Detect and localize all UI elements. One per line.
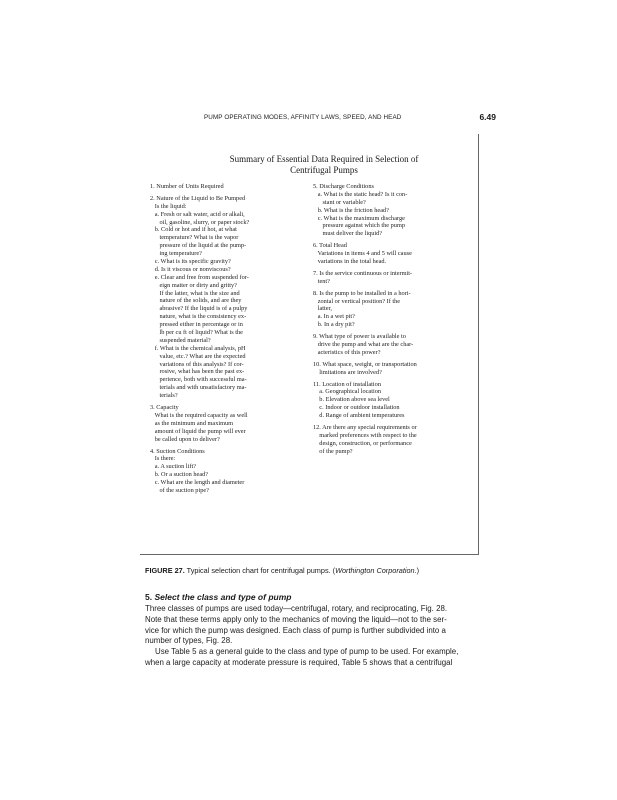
running-header: PUMP OPERATING MODES, AFFINITY LAWS, SPEED, AND HEAD xyxy=(204,114,402,121)
figure-text-line: terials and with unsatisfactory ma- xyxy=(150,384,247,392)
section-body xyxy=(145,604,480,669)
figure-text-line: rosive, what has been the past ex- xyxy=(150,368,245,376)
figure-text-line: Is the liquid: xyxy=(150,202,187,210)
figure-text-line: a. In a wet pit? xyxy=(313,313,355,321)
figure-text-line: b. Cold or hot and if hot, at what xyxy=(150,226,237,234)
figure-text-line: amount of liquid the pump will ever xyxy=(150,427,246,435)
figure-text-line: latter, xyxy=(313,305,332,313)
figure-text-line: nature of the solids, and are they xyxy=(150,297,242,305)
body-line: number of types, Fig. 28. xyxy=(145,636,233,646)
figure-text-line: d. Range of ambient temperatures xyxy=(313,412,405,420)
figure-text-line: b. In a dry pit? xyxy=(313,321,355,329)
figure-text-line: perience, both with successful ma- xyxy=(150,376,247,384)
figure-text-line: temperature? What is the vapor xyxy=(150,234,239,242)
figure-text-line: acteristics of this power? xyxy=(313,348,381,356)
figure-text-line: 10. What space, weight, or transportation xyxy=(313,360,417,368)
figure-text-line: 4. Suction Conditions xyxy=(150,447,205,455)
figure-text-line: c. What is the maximum discharge xyxy=(313,214,405,222)
figure-title-line-2: Centrifugal Pumps xyxy=(290,165,358,175)
figure-text-line: drive the pump and what are the char- xyxy=(313,341,414,349)
figure-text-line: Is there: xyxy=(150,455,176,463)
figure-text-line: b. What is the friction head? xyxy=(313,206,389,214)
figure-text-line: design, construction, or performance xyxy=(313,439,412,447)
figure-text-line: 5. Discharge Conditions xyxy=(313,183,374,190)
page-number: 6.49 xyxy=(479,112,496,122)
figure-text-line: 9. What type of power is available to xyxy=(313,333,406,341)
figure-text-line: lb per cu ft of liquid? What is the xyxy=(150,329,243,337)
figure-text-line: c. What is its specific gravity? xyxy=(150,258,231,266)
figure-text-line: tent? xyxy=(313,277,330,285)
figure-text-line: of the pump? xyxy=(313,447,353,455)
figure-title xyxy=(214,154,434,176)
figure-text-line: 1. Number of Units Required xyxy=(150,183,224,190)
figure-text-line: pressed either in percentage or in xyxy=(150,321,243,329)
figure-text-line: d. Is it viscous or nonviscous? xyxy=(150,265,231,273)
body-line: vice for which the pump was designed. Each class of pump is further subdivided into a xyxy=(145,625,446,635)
figure-text-line: 6. Total Head xyxy=(313,242,347,250)
figure-text-line: 7. Is the service continuous or intermit- xyxy=(313,269,413,277)
figure-text-line: eign matter or dirty and gritty? xyxy=(150,281,237,289)
figure-text-line: as the minimum and maximum xyxy=(150,419,234,427)
figure-caption-source: Worthington Corporation. xyxy=(335,566,417,575)
figure-text-line: b. Or a suction head? xyxy=(150,471,209,479)
figure-text-line: 8. Is the pump to be installed in a hori- xyxy=(313,289,411,297)
figure-text-line: must deliver the liquid? xyxy=(313,230,383,238)
figure-text-line: marked preferences with respect to the xyxy=(313,431,417,439)
figure-text-line: a. A suction lift? xyxy=(150,463,196,471)
figure-caption-label: FIGURE 27. xyxy=(145,566,185,575)
body-line: Three classes of pumps are used today—centrifugal, rotary, and reciprocating, Fig. 28. xyxy=(145,604,448,613)
body-line: Note that these terms apply only to the mechanics of moving the liquid—not to the ser- xyxy=(145,614,447,624)
figure-text-line: 11. Location of installation xyxy=(313,380,381,388)
figure-text-line: of the suction pipe? xyxy=(150,486,209,494)
figure-text-line: Variations in items 4 and 5 will cause xyxy=(313,250,412,258)
figure-text-line: a. Geographical location xyxy=(313,388,382,396)
figure-text-line: variations in the total head. xyxy=(313,258,387,266)
body-line: Use Table 5 as a general guide to the class and type of pump to be used. For example, xyxy=(155,647,459,657)
figure-text-line: pressure against which the pump xyxy=(313,222,405,230)
figure-text-line: 12. Are there any special requirements or xyxy=(313,424,417,432)
figure-text-line: limitations are involved? xyxy=(313,368,382,376)
figure-text-line: e. Clear and free from suspended for- xyxy=(150,273,249,281)
figure-text-line: stant or variable? xyxy=(313,198,366,206)
figure-title-line-1: Summary of Essential Data Required in Selection of xyxy=(229,154,419,164)
figure-caption-end: ) xyxy=(416,566,420,575)
figure-text-line: 3. Capacity xyxy=(150,404,179,412)
figure-text-line: value, etc.? What are the expected xyxy=(150,352,246,360)
section-number: 5. xyxy=(145,592,153,602)
figure-text-line: f. What is the chemical analysis, pH xyxy=(150,344,246,352)
figure-text-line: terials? xyxy=(150,392,178,400)
figure-text-line: c. Indoor or outdoor installation xyxy=(313,404,400,412)
figure-text-line: c. What are the length and diameter xyxy=(150,479,245,487)
figure-text-line: zontal or vertical position? If the xyxy=(313,297,401,305)
figure-right-column xyxy=(313,183,469,456)
figure-text-line: abrasive? If the liquid is of a pulpy xyxy=(150,305,248,313)
figure-text-line: suspended material? xyxy=(150,336,211,344)
body-line: when a large capacity at moderate pressure is required, Table 5 shows that a centrifugal xyxy=(145,657,453,667)
figure-text-line: pressure of the liquid at the pump- xyxy=(150,242,247,250)
figure-text-line: 2. Nature of the Liquid to Be Pumped xyxy=(150,194,246,202)
figure-text-line: b. Elevation above sea level xyxy=(313,396,390,404)
figure-text-line: a. Fresh or salt water, acid or alkali, xyxy=(150,210,245,218)
figure-text-line: variations of this analysis? If cor- xyxy=(150,360,244,368)
figure-text-line: a. What is the static head? Is it con- xyxy=(313,190,408,198)
figure-text-line: What is the required capacity as well xyxy=(150,411,248,419)
section-title: Select the class and type of pump xyxy=(154,592,292,602)
figure-caption-text: Typical selection chart for centrifugal pumps. ( xyxy=(184,566,336,575)
figure-text-line: If the latter, what is the size and xyxy=(150,289,240,297)
figure-text-line: ing temperature? xyxy=(150,250,202,258)
figure-caption xyxy=(145,566,505,575)
section-heading xyxy=(145,592,291,602)
figure-text-line: nature, what is the consistency ex- xyxy=(150,313,247,321)
figure-left-column xyxy=(150,183,306,495)
figure-text-line: oil, gasoline, slurry, or paper stock? xyxy=(150,218,250,226)
figure-text-line: be called upon to deliver? xyxy=(150,435,220,443)
